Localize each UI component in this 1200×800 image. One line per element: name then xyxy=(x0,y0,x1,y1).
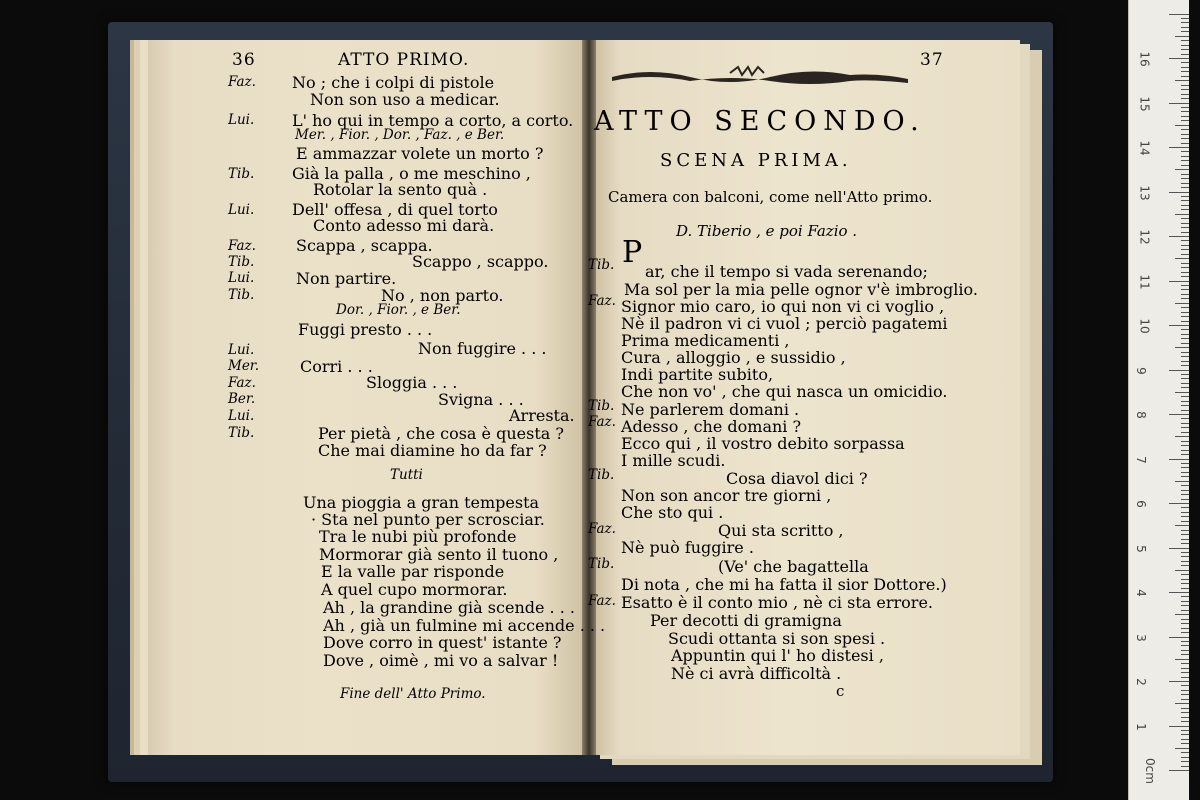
ruler-tick xyxy=(1175,481,1189,482)
text-line: Dove , oimè , mi vo a salvar ! xyxy=(323,651,559,670)
ruler-tick xyxy=(1169,147,1189,148)
ruler-tick xyxy=(1181,334,1189,335)
ruler-tick xyxy=(1181,383,1189,384)
speaker-label: Faz. xyxy=(588,293,616,309)
text-line: Prima medicamenti , xyxy=(621,331,790,350)
ruler-label: 4 xyxy=(1133,589,1148,597)
ruler-tick xyxy=(1181,267,1189,268)
ruler-tick xyxy=(1181,240,1189,241)
ruler-tick xyxy=(1181,365,1189,366)
ruler-tick xyxy=(1181,534,1189,535)
ruler-tick xyxy=(1181,361,1189,362)
ruler-tick xyxy=(1175,614,1189,615)
text-line: Dell' offesa , di quel torto xyxy=(292,200,498,219)
ruler-tick xyxy=(1181,472,1189,473)
ruler-tick xyxy=(1169,370,1189,371)
ruler-tick xyxy=(1181,111,1189,112)
ruler-label: 3 xyxy=(1133,633,1148,642)
ruler-tick xyxy=(1181,254,1189,255)
ruler-tick xyxy=(1181,374,1189,375)
ruler-tick xyxy=(1181,49,1189,50)
ruler-tick xyxy=(1181,67,1189,68)
ruler-tick xyxy=(1181,507,1189,508)
ruler-tick xyxy=(1181,200,1189,201)
text-line: A quel cupo mormorar. xyxy=(321,580,508,599)
ruler-label: 6 xyxy=(1133,500,1148,508)
ruler-tick xyxy=(1181,312,1189,313)
ruler-tick xyxy=(1169,192,1189,193)
ruler-tick xyxy=(1181,307,1189,308)
speaker-label: Faz. xyxy=(228,375,256,391)
ruler-tick xyxy=(1181,699,1189,700)
ruler-tick xyxy=(1181,120,1189,121)
ruler-tick xyxy=(1169,281,1189,282)
ruler-tick xyxy=(1175,36,1189,37)
ruler-tick xyxy=(1181,668,1189,669)
ruler-tick xyxy=(1181,174,1189,175)
ruler-tick xyxy=(1181,45,1189,46)
speaker-label: Tib. xyxy=(228,254,255,270)
head-ornament-icon xyxy=(610,63,910,89)
ruler-tick xyxy=(1181,356,1189,357)
measurement-ruler xyxy=(1128,0,1189,800)
ruler-tick xyxy=(1181,690,1189,691)
ruler-tick xyxy=(1169,548,1189,549)
ruler-label: 15 xyxy=(1137,95,1152,112)
text-line: Di nota , che mi ha fatta il sior Dottore.) xyxy=(621,575,947,594)
text-line: Dove corro in quest' istante ? xyxy=(323,633,562,652)
text-line: Rotolar la sento quà . xyxy=(313,180,488,199)
left-running-head: ATTO PRIMO. xyxy=(338,50,470,70)
ruler-tick xyxy=(1181,178,1189,179)
ruler-tick xyxy=(1181,752,1189,753)
ruler-tick xyxy=(1181,574,1189,575)
text-line: Dor. , Fior. , e Ber. xyxy=(336,302,461,318)
ruler-tick xyxy=(1181,427,1189,428)
ruler-tick xyxy=(1181,685,1189,686)
ruler-tick xyxy=(1181,641,1189,642)
ruler-tick xyxy=(1181,98,1189,99)
ruler-label: 2 xyxy=(1133,678,1148,686)
ruler-tick xyxy=(1181,298,1189,299)
ruler-tick xyxy=(1181,654,1189,655)
speaker-label: Faz. xyxy=(228,238,256,254)
ruler-tick xyxy=(1181,378,1189,379)
ruler-tick xyxy=(1169,14,1189,15)
ruler-tick xyxy=(1181,160,1189,161)
ruler-tick xyxy=(1181,583,1189,584)
ruler-tick xyxy=(1169,414,1189,415)
ruler-tick xyxy=(1181,338,1189,339)
speaker-label: Tib. xyxy=(228,166,255,182)
text-line: Che mai diamine ho da far ? xyxy=(318,441,547,460)
ruler-tick xyxy=(1175,659,1189,660)
ruler-tick xyxy=(1181,107,1189,108)
ruler-tick xyxy=(1181,757,1189,758)
text-line: Non fuggire . . . xyxy=(418,339,547,358)
ruler-tick xyxy=(1181,116,1189,117)
text-line: Adesso , che domani ? xyxy=(621,417,802,436)
ruler-tick xyxy=(1181,739,1189,740)
ruler-tick xyxy=(1181,76,1189,77)
text-line: Appuntin qui l' ho distesi , xyxy=(671,646,884,665)
ruler-tick xyxy=(1181,761,1189,762)
ruler-tick xyxy=(1181,450,1189,451)
ruler-tick xyxy=(1181,22,1189,23)
ruler-tick xyxy=(1175,392,1189,393)
ruler-tick xyxy=(1175,303,1189,304)
speaker-label: Ber. xyxy=(228,391,256,407)
ruler-tick xyxy=(1175,347,1189,348)
ruler-tick xyxy=(1181,494,1189,495)
text-line: Tutti xyxy=(390,467,423,483)
ruler-label: 8 xyxy=(1133,411,1148,419)
text-line: E ammazzar volete un morto ? xyxy=(296,144,544,163)
ruler-tick xyxy=(1181,663,1189,664)
ruler-tick xyxy=(1181,721,1189,722)
signature-mark: c xyxy=(836,682,845,700)
ruler-label: 13 xyxy=(1137,184,1152,201)
ruler-tick xyxy=(1181,717,1189,718)
ruler-tick xyxy=(1181,467,1189,468)
ruler-tick xyxy=(1181,89,1189,90)
text-line: Fine dell' Atto Primo. xyxy=(340,686,486,702)
ruler-tick xyxy=(1181,85,1189,86)
speaker-label: Tib. xyxy=(228,425,255,441)
ruler-label: 16 xyxy=(1137,51,1152,67)
ruler-tick xyxy=(1181,712,1189,713)
ruler-tick xyxy=(1181,401,1189,402)
text-line: Per pietà , che cosa è questa ? xyxy=(318,424,564,443)
ruler-tick xyxy=(1181,285,1189,286)
text-line: Nè ci avrà difficoltà . xyxy=(671,664,842,683)
ruler-tick xyxy=(1181,730,1189,731)
text-line: · Sta nel punto per scrosciar. xyxy=(311,510,545,529)
ruler-tick xyxy=(1175,80,1189,81)
ruler-tick xyxy=(1181,272,1189,273)
text-line: Conto adesso mi darà. xyxy=(313,216,495,235)
text-line: E la valle par risponde xyxy=(321,562,505,581)
ruler-tick xyxy=(1169,459,1189,460)
ruler-tick xyxy=(1181,134,1189,135)
speaker-label: Faz. xyxy=(588,521,616,537)
speaker-label: Tib. xyxy=(228,287,255,303)
ruler-tick xyxy=(1181,54,1189,55)
drop-cap: P xyxy=(622,235,643,270)
ruler-label: 0cm xyxy=(1142,758,1157,784)
ruler-tick xyxy=(1181,183,1189,184)
speaker-label: Lui. xyxy=(228,202,255,218)
ruler-tick xyxy=(1181,62,1189,63)
ruler-tick xyxy=(1181,18,1189,19)
text-line: Tra le nubi più profonde xyxy=(319,527,517,546)
ruler-tick xyxy=(1181,294,1189,295)
ruler-tick xyxy=(1181,405,1189,406)
ruler-tick xyxy=(1181,151,1189,152)
scene-title: SCENA PRIMA. xyxy=(660,150,852,171)
ruler-tick xyxy=(1181,218,1189,219)
ruler-tick xyxy=(1181,343,1189,344)
ruler-tick xyxy=(1181,27,1189,28)
text-line: Non son uso a medicar. xyxy=(310,90,500,109)
speaker-label: Mer. xyxy=(228,358,260,374)
text-line: No , non parto. xyxy=(381,286,504,305)
ruler-tick xyxy=(1181,499,1189,500)
text-line: Sloggia . . . xyxy=(366,373,458,392)
speaker-label: Faz. xyxy=(588,414,616,430)
ruler-tick xyxy=(1181,196,1189,197)
ruler-tick xyxy=(1181,556,1189,557)
ruler-label: 10 xyxy=(1137,318,1152,334)
ruler-tick xyxy=(1169,503,1189,504)
ruler-tick xyxy=(1181,441,1189,442)
ruler-tick xyxy=(1181,396,1189,397)
ruler-label: 12 xyxy=(1137,229,1152,245)
ruler-tick xyxy=(1169,58,1189,59)
ruler-tick xyxy=(1181,227,1189,228)
right-page-number: 37 xyxy=(920,50,944,70)
act-title: ATTO SECONDO. xyxy=(594,106,926,137)
ruler-tick xyxy=(1181,543,1189,544)
ruler-tick xyxy=(1181,605,1189,606)
ruler-label: 5 xyxy=(1133,544,1148,553)
ruler-tick xyxy=(1175,525,1189,526)
ruler-tick xyxy=(1181,521,1189,522)
ruler-tick xyxy=(1181,490,1189,491)
ruler-tick xyxy=(1175,703,1189,704)
ruler-tick xyxy=(1181,734,1189,735)
ruler-label: 11 xyxy=(1137,273,1152,290)
ruler-tick xyxy=(1175,169,1189,170)
ruler-tick xyxy=(1181,94,1189,95)
ruler-tick xyxy=(1175,436,1189,437)
ruler-tick xyxy=(1169,770,1189,771)
ruler-tick xyxy=(1181,205,1189,206)
text-line: Signor mio caro, io qui non vi ci voglio , xyxy=(621,297,945,316)
ruler-tick xyxy=(1181,445,1189,446)
ruler-tick xyxy=(1181,143,1189,144)
ruler-tick xyxy=(1181,708,1189,709)
speaker-label: Lui. xyxy=(228,342,255,358)
ruler-tick xyxy=(1169,236,1189,237)
text-line: L' ho qui in tempo a corto, a corto. xyxy=(292,111,574,130)
ruler-label: 14 xyxy=(1137,140,1152,156)
ruler-tick xyxy=(1169,681,1189,682)
speaker-label: Tib. xyxy=(588,467,615,483)
ruler-tick xyxy=(1181,619,1189,620)
speaker-label: Lui. xyxy=(228,408,255,424)
speaker-label: Tib. xyxy=(588,257,615,273)
ruler-tick xyxy=(1181,223,1189,224)
text-line: Arresta. xyxy=(509,406,575,425)
ruler-tick xyxy=(1181,601,1189,602)
ruler-tick xyxy=(1175,214,1189,215)
ruler-tick xyxy=(1181,263,1189,264)
ruler-tick xyxy=(1181,40,1189,41)
ruler-tick xyxy=(1181,352,1189,353)
ruler-tick xyxy=(1181,743,1189,744)
ruler-tick xyxy=(1181,156,1189,157)
ruler-tick xyxy=(1181,410,1189,411)
ruler-tick xyxy=(1181,432,1189,433)
ruler-label: 7 xyxy=(1133,455,1148,464)
ruler-tick xyxy=(1169,726,1189,727)
text-line: Per decotti di gramigna xyxy=(650,611,842,630)
ruler-tick xyxy=(1181,579,1189,580)
text-line: (Ve' che bagattella xyxy=(718,557,869,576)
speaker-label: Faz. xyxy=(588,593,616,609)
text-line: Che non vo' , che qui nasca un omicidio. xyxy=(621,382,948,401)
text-line: Già la palla , o me meschino , xyxy=(292,164,531,183)
ruler-tick xyxy=(1181,632,1189,633)
ruler-tick xyxy=(1181,31,1189,32)
text-line: Esatto è il conto mio , nè ci sta errore. xyxy=(621,593,933,612)
text-line: Mer. , Fior. , Dor. , Faz. , e Ber. xyxy=(295,127,505,143)
ruler-tick xyxy=(1181,539,1189,540)
text-line: Qui sta scritto , xyxy=(718,521,844,540)
ruler-tick xyxy=(1181,530,1189,531)
text-line: Ah , la grandine già scende . . . xyxy=(323,598,575,617)
text-line: Ma sol per la mia pelle ognor v'è imbroglio. xyxy=(624,280,978,299)
text-line: Scudi ottanta si son spesi . xyxy=(668,629,886,648)
text-line: Che sto qui . xyxy=(621,503,724,522)
ruler-tick xyxy=(1181,516,1189,517)
ruler-tick xyxy=(1181,249,1189,250)
text-line: Cura , alloggio , e sussidio , xyxy=(621,348,846,367)
ruler-tick xyxy=(1181,418,1189,419)
text-line: No ; che i colpi di pistole xyxy=(292,73,495,92)
ruler-tick xyxy=(1181,596,1189,597)
ruler-tick xyxy=(1175,125,1189,126)
ruler-tick xyxy=(1181,165,1189,166)
text-line: Ah , già un fulmine mi accende . . . xyxy=(323,616,606,635)
ruler-tick xyxy=(1175,258,1189,259)
ruler-tick xyxy=(1181,677,1189,678)
ruler-tick xyxy=(1181,423,1189,424)
text-line: Fuggi presto . . . xyxy=(298,320,433,339)
ruler-tick xyxy=(1181,138,1189,139)
ruler-tick xyxy=(1181,672,1189,673)
text-line: Una pioggia a gran tempesta xyxy=(303,493,540,512)
speaker-label: Lui. xyxy=(228,270,255,286)
ruler-tick xyxy=(1181,628,1189,629)
ruler-tick xyxy=(1181,387,1189,388)
speaker-label: Faz. xyxy=(228,74,256,90)
ruler-tick xyxy=(1181,209,1189,210)
ruler-tick xyxy=(1181,276,1189,277)
ruler-tick xyxy=(1181,71,1189,72)
ruler-tick xyxy=(1181,512,1189,513)
ruler-tick xyxy=(1181,552,1189,553)
speaker-label: Lui. xyxy=(228,112,255,128)
text-line: Ecco qui , il vostro debito sorpassa xyxy=(621,434,905,453)
ruler-tick xyxy=(1181,329,1189,330)
text-line: Ne parlerem domani . xyxy=(621,400,800,419)
text-line: Nè può fuggire . xyxy=(621,538,754,557)
text-line: Non partire. xyxy=(296,269,397,288)
ruler-tick xyxy=(1181,766,1189,767)
ruler-tick xyxy=(1181,245,1189,246)
ruler-tick xyxy=(1181,463,1189,464)
ruler-tick xyxy=(1169,637,1189,638)
text-line: Scappo , scappo. xyxy=(412,252,549,271)
ruler-tick xyxy=(1181,232,1189,233)
ruler-tick xyxy=(1181,565,1189,566)
ruler-tick xyxy=(1169,325,1189,326)
ruler-tick xyxy=(1181,694,1189,695)
ruler-tick xyxy=(1175,570,1189,571)
ruler-tick xyxy=(1175,748,1189,749)
ruler-tick xyxy=(1181,650,1189,651)
scene-setting: Camera con balconi, come nell'Atto primo. xyxy=(608,188,933,206)
ruler-tick xyxy=(1181,476,1189,477)
ruler-tick xyxy=(1181,485,1189,486)
text-line: Non son ancor tre giorni , xyxy=(621,486,832,505)
ruler-tick xyxy=(1181,187,1189,188)
text-line: Svigna . . . xyxy=(438,390,524,409)
ruler-tick xyxy=(1181,588,1189,589)
text-line: I mille scudi. xyxy=(621,451,726,470)
ruler-tick xyxy=(1181,316,1189,317)
text-line: Scappa , scappa. xyxy=(296,236,433,255)
text-line: Indi partite subito, xyxy=(621,365,774,384)
text-line: Corri . . . xyxy=(300,357,373,376)
speaker-label: Tib. xyxy=(588,556,615,572)
ruler-tick xyxy=(1181,645,1189,646)
ruler-tick xyxy=(1181,623,1189,624)
ruler-label: 1 xyxy=(1133,722,1148,731)
ruler-tick xyxy=(1181,129,1189,130)
scene-characters: D. Tiberio , e poi Fazio . xyxy=(676,222,858,240)
text-line: Cosa diavol dici ? xyxy=(726,469,868,488)
speaker-label: Tib. xyxy=(588,398,615,414)
text-line: ar, che il tempo si vada serenando; xyxy=(645,262,928,281)
ruler-tick xyxy=(1181,610,1189,611)
ruler-tick xyxy=(1169,592,1189,593)
ruler-tick xyxy=(1181,321,1189,322)
ruler-tick xyxy=(1181,454,1189,455)
ruler-tick xyxy=(1181,561,1189,562)
ruler-tick xyxy=(1181,289,1189,290)
ruler-label: 9 xyxy=(1133,366,1148,375)
left-page-number: 36 xyxy=(232,50,256,70)
text-line: Mormorar già sento il tuono , xyxy=(319,545,559,564)
ruler-tick xyxy=(1169,103,1189,104)
text-line: Nè il padron vi ci vuol ; perciò pagatemi xyxy=(621,314,948,333)
